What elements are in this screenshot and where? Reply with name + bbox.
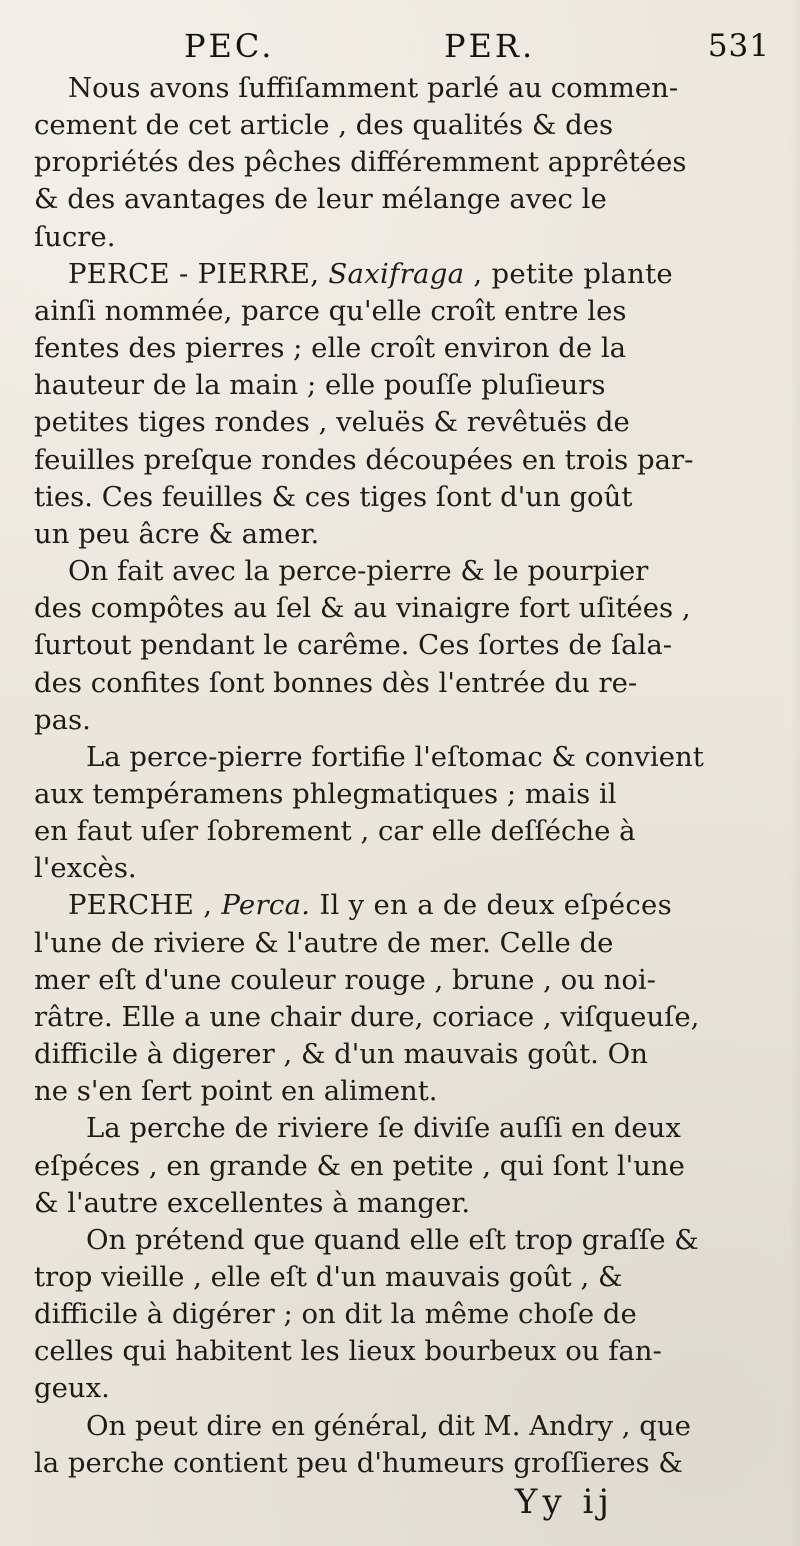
running-head [34, 22, 772, 70]
text-line-10: petites tiges rondes , veluës & revêtuës de [34, 406, 630, 439]
text-line-28: ne s'en ſert point en aliment. [34, 1075, 438, 1108]
text-line-1: Nous avons ſuffiſamment parlé au commen- [68, 72, 679, 104]
text-line-25: mer eſt d'une couleur rouge , brune , ou noi- [34, 963, 656, 996]
text-line-12: ties. Ces feuilles & ces tiges ſont d'un goût [34, 480, 633, 513]
running-head-center: PER. [444, 27, 536, 65]
body-text [34, 70, 772, 1482]
text-line-3: propriétés des pêches différemment apprêtées [34, 146, 687, 179]
text-line-19: La perce-pierre fortifie l'eſtomac & convient [86, 740, 704, 773]
entry-perche: PERCHE , Perca. Il y en a de deux eſpéces [68, 889, 673, 922]
text-line-31: & l'autre excellentes à manger. [34, 1186, 471, 1219]
text-line-14: On fait avec la perce-pierre & le pourpier [68, 555, 649, 588]
latin-name: Saxifraga [328, 257, 465, 290]
text-line-9: hauteur de la main ; elle pouſſe pluſieurs [34, 369, 606, 402]
text-line-17: des confites ſont bonnes dès l'entrée du re- [34, 666, 638, 699]
text-line-30: eſpéces , en grande & en petite , qui ſont l'une [34, 1149, 685, 1182]
text-line-2: cement de cet article , des qualités & des [34, 109, 614, 142]
running-head-left: PEC. [184, 27, 275, 65]
text-line-37: On peut dire en général, dit M. Andry , que [86, 1409, 691, 1442]
entry-perce-pierre: PERCE - PIERRE, Saxifraga , petite plante [68, 257, 674, 290]
text-line-4: & des avantages de leur mélange avec le [34, 183, 607, 216]
text-line-24: l'une de riviere & l'autre de mer. Celle de [34, 926, 614, 959]
text-line-20: aux tempéramens phlegmatiques ; mais il [34, 777, 617, 810]
text-line-11: feuilles preſque rondes découpées en trois par- [34, 443, 694, 476]
text-line-7: ainſi nommée, parce qu'elle croît entre les [34, 294, 627, 327]
text-line-21: en faut uſer ſobrement , car elle deſſéche à [34, 815, 636, 848]
text-line-13: un peu âcre & amer. [34, 517, 320, 550]
text-line-36: geux. [34, 1372, 110, 1405]
text-line-16: ſurtout pendant le carême. Ces ſortes de ſala- [34, 629, 673, 662]
text-line-8: fentes des pierres ; elle croît environ de la [34, 332, 627, 365]
text-line-32: On prétend que quand elle eſt trop graſſe & [86, 1223, 699, 1256]
text-line-29: La perche de riviere ſe diviſe auſſi en deux [86, 1112, 681, 1145]
text-line-27: difficile à digerer , & d'un mauvais goût. On [34, 1038, 648, 1071]
text-line-15: des compôtes au ſel & au vinaigre fort uſitées , [34, 592, 691, 625]
text-line-5: ſucre. [34, 220, 116, 253]
text-line-38: la perche contient peu d'humeurs groſſieres & [34, 1446, 683, 1479]
page-number: 531 [707, 28, 770, 64]
text-line-26: râtre. Elle a une chair dure, coriace , viſqueuſe, [34, 1000, 700, 1033]
latin-name: Perca. [221, 889, 311, 922]
text-line-18: pas. [34, 703, 91, 736]
text-line-22: l'excès. [34, 852, 137, 885]
catchword-signature: Yy ij [515, 1482, 614, 1522]
text-line-34: difficile à digérer ; on dit la même choſe de [34, 1298, 637, 1331]
page-edge-shadow [790, 0, 800, 1546]
text-line-33: trop vieille , elle eſt d'un mauvais goût , & [34, 1261, 623, 1293]
text-line-35: celles qui habitent les lieux bourbeux ou fan- [34, 1335, 662, 1368]
